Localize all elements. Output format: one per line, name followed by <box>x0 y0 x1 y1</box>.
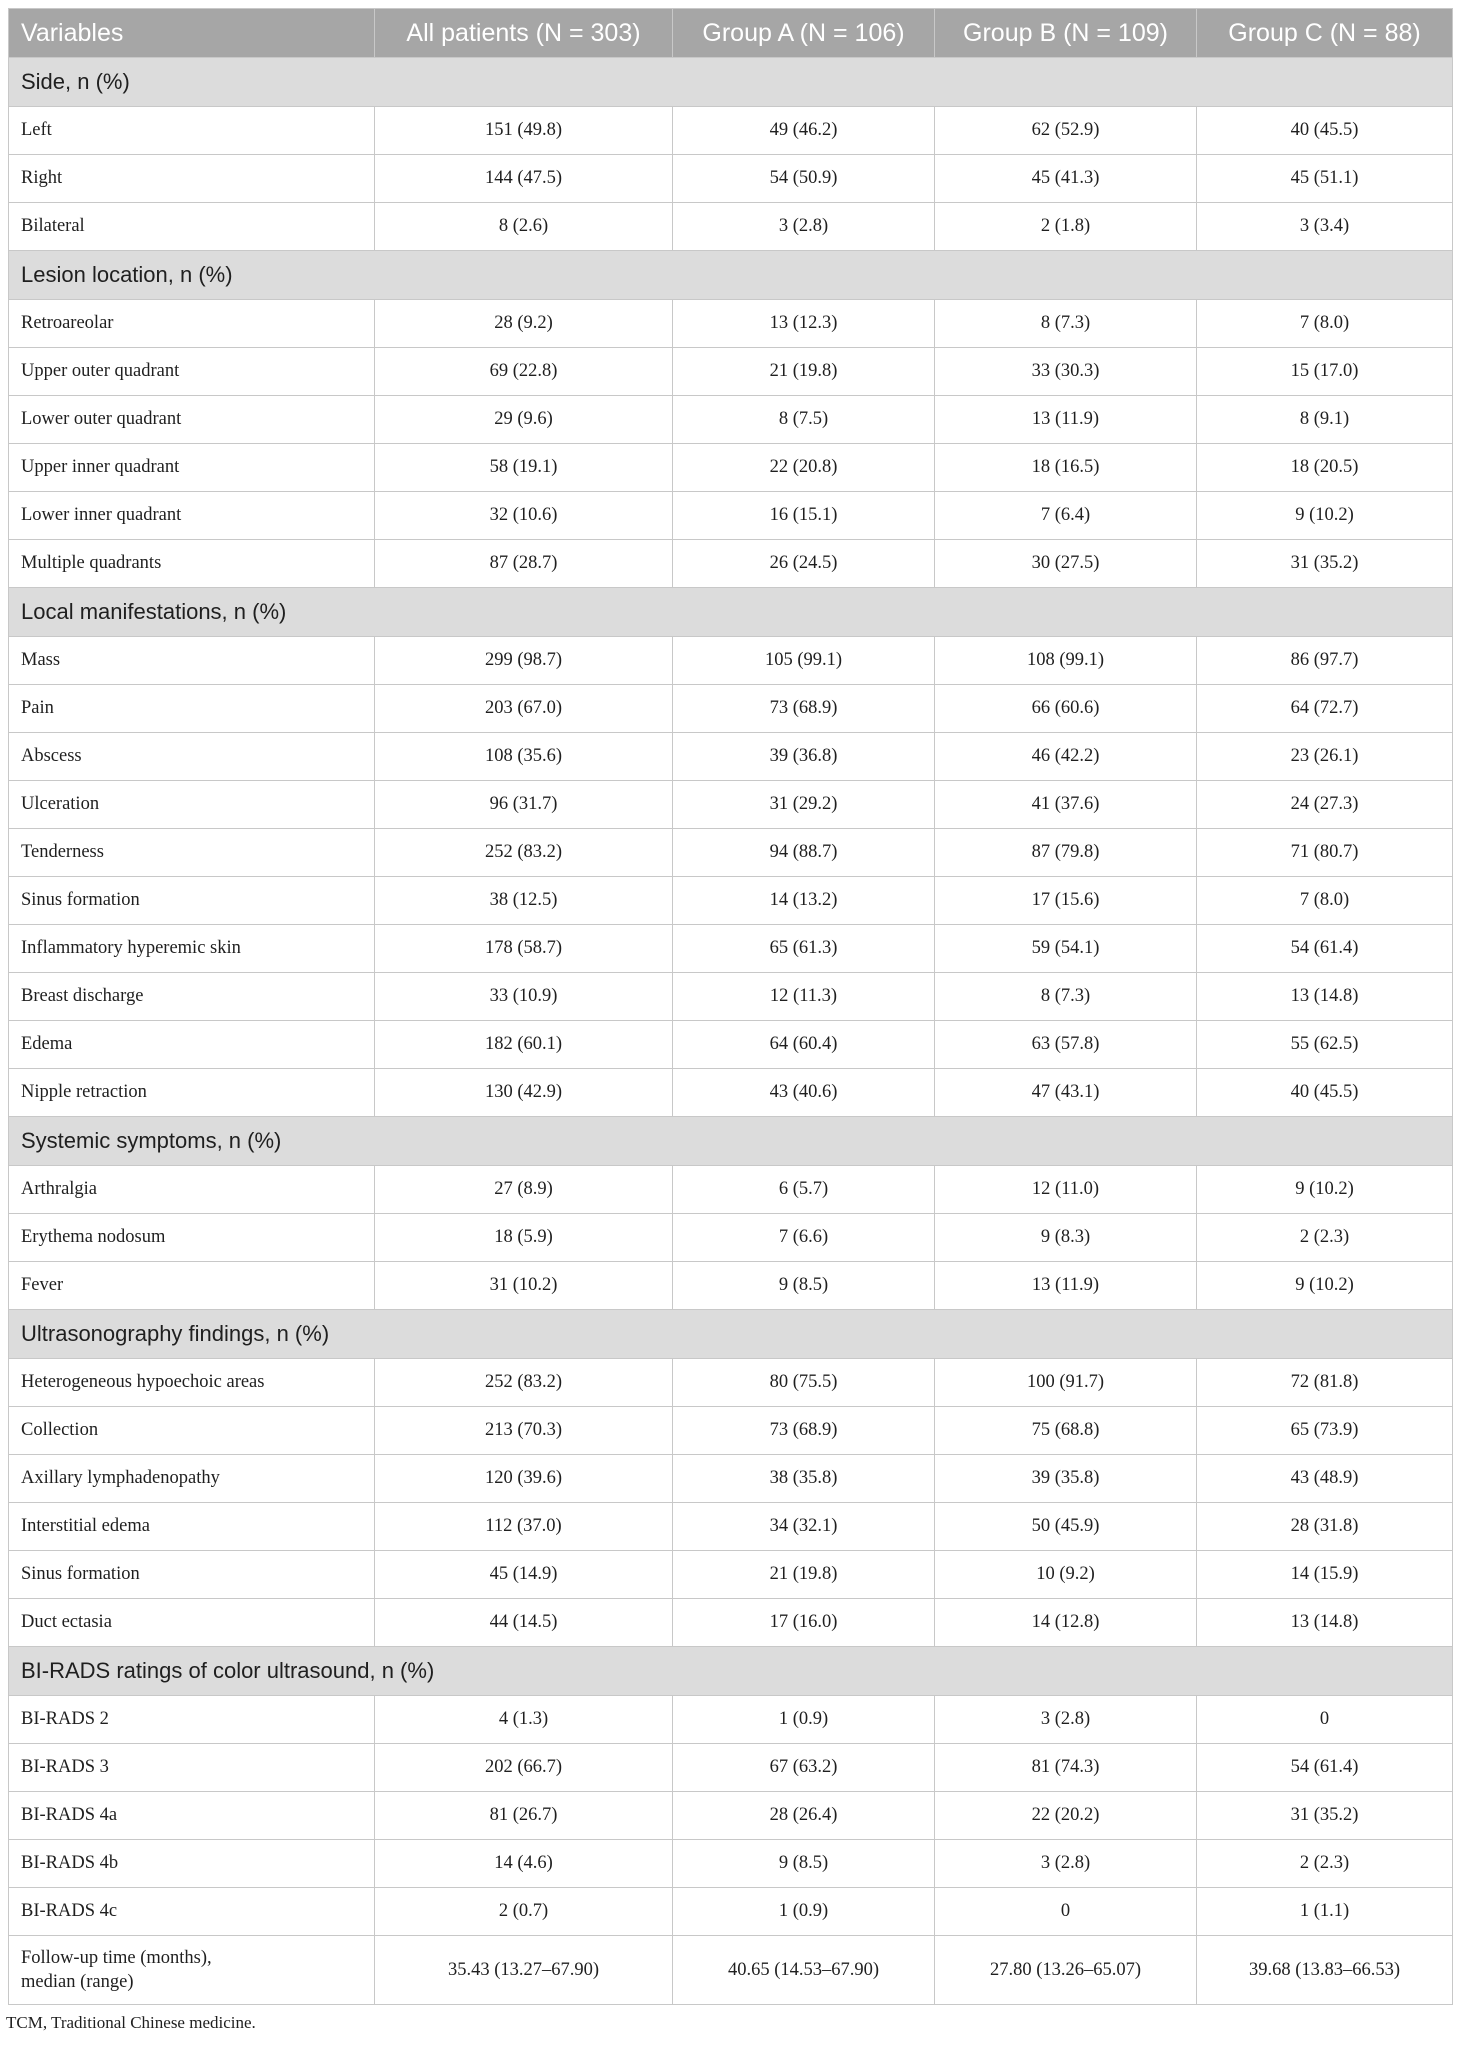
value-cell: 9 (10.2) <box>1197 492 1453 540</box>
value-cell: 43 (40.6) <box>673 1069 935 1117</box>
table-row <box>9 637 1453 685</box>
value-cell: 87 (79.8) <box>935 829 1197 877</box>
value-cell: 39 (36.8) <box>673 733 935 781</box>
value-cell: 203 (67.0) <box>375 685 673 733</box>
row-label: Duct ectasia <box>9 1599 375 1647</box>
value-cell: 7 (8.0) <box>1197 300 1453 348</box>
row-label: Upper inner quadrant <box>9 444 375 492</box>
value-cell: 71 (80.7) <box>1197 829 1453 877</box>
value-cell: 9 (8.3) <box>935 1214 1197 1262</box>
value-cell: 0 <box>935 1888 1197 1936</box>
value-cell: 100 (91.7) <box>935 1359 1197 1407</box>
followup-label-line2: median (range) <box>21 1972 134 1992</box>
value-cell: 252 (83.2) <box>375 829 673 877</box>
value-cell: 178 (58.7) <box>375 925 673 973</box>
table-row <box>9 1840 1453 1888</box>
value-cell: 14 (15.9) <box>1197 1551 1453 1599</box>
value-cell: 34 (32.1) <box>673 1503 935 1551</box>
row-label: BI-RADS 4b <box>9 1840 375 1888</box>
value-cell: 15 (17.0) <box>1197 348 1453 396</box>
followup-row <box>9 1936 1453 2005</box>
value-cell: 9 (10.2) <box>1197 1262 1453 1310</box>
table-row <box>9 1792 1453 1840</box>
value-cell: 69 (22.8) <box>375 348 673 396</box>
value-cell: 54 (61.4) <box>1197 1744 1453 1792</box>
section-title: Systemic symptoms, n (%) <box>9 1117 1453 1166</box>
table-row <box>9 925 1453 973</box>
table-row <box>9 1888 1453 1936</box>
value-cell: 66 (60.6) <box>935 685 1197 733</box>
value-cell: 63 (57.8) <box>935 1021 1197 1069</box>
value-cell: 40 (45.5) <box>1197 1069 1453 1117</box>
value-cell: 12 (11.3) <box>673 973 935 1021</box>
section-title: Local manifestations, n (%) <box>9 588 1453 637</box>
row-label: BI-RADS 2 <box>9 1696 375 1744</box>
value-cell: 64 (60.4) <box>673 1021 935 1069</box>
value-cell: 54 (50.9) <box>673 155 935 203</box>
value-cell: 31 (35.2) <box>1197 1792 1453 1840</box>
table-row <box>9 1359 1453 1407</box>
value-cell: 31 (35.2) <box>1197 540 1453 588</box>
row-label: Interstitial edema <box>9 1503 375 1551</box>
row-label: Right <box>9 155 375 203</box>
value-cell: 31 (29.2) <box>673 781 935 829</box>
table-row <box>9 1021 1453 1069</box>
value-cell: 27.80 (13.26–65.07) <box>935 1936 1197 2005</box>
value-cell: 33 (30.3) <box>935 348 1197 396</box>
row-label: Lower outer quadrant <box>9 396 375 444</box>
section-header-row <box>9 251 1453 300</box>
value-cell: 3 (2.8) <box>935 1696 1197 1744</box>
value-cell: 55 (62.5) <box>1197 1021 1453 1069</box>
footnote: TCM, Traditional Chinese medicine. <box>6 2013 256 2032</box>
value-cell: 33 (10.9) <box>375 973 673 1021</box>
value-cell: 252 (83.2) <box>375 1359 673 1407</box>
value-cell: 151 (49.8) <box>375 107 673 155</box>
value-cell: 108 (99.1) <box>935 637 1197 685</box>
value-cell: 2 (2.3) <box>1197 1840 1453 1888</box>
value-cell: 49 (46.2) <box>673 107 935 155</box>
value-cell: 7 (8.0) <box>1197 877 1453 925</box>
value-cell: 41 (37.6) <box>935 781 1197 829</box>
section-header-row <box>9 1310 1453 1359</box>
row-label: Breast discharge <box>9 973 375 1021</box>
value-cell: 13 (11.9) <box>935 396 1197 444</box>
section-title: Ultrasonography findings, n (%) <box>9 1310 1453 1359</box>
value-cell: 22 (20.8) <box>673 444 935 492</box>
value-cell: 24 (27.3) <box>1197 781 1453 829</box>
value-cell: 59 (54.1) <box>935 925 1197 973</box>
row-label: BI-RADS 3 <box>9 1744 375 1792</box>
value-cell: 18 (20.5) <box>1197 444 1453 492</box>
row-label: Inflammatory hyperemic skin <box>9 925 375 973</box>
table-row <box>9 973 1453 1021</box>
followup-label-line1: Follow-up time (months), <box>21 1947 212 1968</box>
table-row <box>9 203 1453 251</box>
value-cell: 80 (75.5) <box>673 1359 935 1407</box>
value-cell: 47 (43.1) <box>935 1069 1197 1117</box>
value-cell: 29 (9.6) <box>375 396 673 444</box>
table-row <box>9 1214 1453 1262</box>
row-label: Arthralgia <box>9 1166 375 1214</box>
row-label <box>9 1936 375 2005</box>
value-cell: 21 (19.8) <box>673 348 935 396</box>
value-cell: 46 (42.2) <box>935 733 1197 781</box>
header-cell: Group A (N = 106) <box>673 9 935 58</box>
value-cell: 14 (4.6) <box>375 1840 673 1888</box>
row-label: Ulceration <box>9 781 375 829</box>
table-row <box>9 107 1453 155</box>
value-cell: 22 (20.2) <box>935 1792 1197 1840</box>
value-cell: 39 (35.8) <box>935 1455 1197 1503</box>
value-cell: 64 (72.7) <box>1197 685 1453 733</box>
value-cell: 65 (73.9) <box>1197 1407 1453 1455</box>
row-label: Upper outer quadrant <box>9 348 375 396</box>
section-header-row <box>9 1117 1453 1166</box>
table-row <box>9 1551 1453 1599</box>
value-cell: 4 (1.3) <box>375 1696 673 1744</box>
value-cell: 35.43 (13.27–67.90) <box>375 1936 673 2005</box>
row-label: Pain <box>9 685 375 733</box>
value-cell: 94 (88.7) <box>673 829 935 877</box>
table-row <box>9 829 1453 877</box>
table-row <box>9 1503 1453 1551</box>
row-label: Left <box>9 107 375 155</box>
row-label: Collection <box>9 1407 375 1455</box>
value-cell: 50 (45.9) <box>935 1503 1197 1551</box>
value-cell: 8 (7.3) <box>935 973 1197 1021</box>
value-cell: 7 (6.4) <box>935 492 1197 540</box>
value-cell: 87 (28.7) <box>375 540 673 588</box>
value-cell: 105 (99.1) <box>673 637 935 685</box>
row-label: BI-RADS 4a <box>9 1792 375 1840</box>
value-cell: 14 (12.8) <box>935 1599 1197 1647</box>
value-cell: 67 (63.2) <box>673 1744 935 1792</box>
value-cell: 9 (8.5) <box>673 1840 935 1888</box>
value-cell: 120 (39.6) <box>375 1455 673 1503</box>
value-cell: 144 (47.5) <box>375 155 673 203</box>
value-cell: 21 (19.8) <box>673 1551 935 1599</box>
value-cell: 13 (11.9) <box>935 1262 1197 1310</box>
row-label: Sinus formation <box>9 877 375 925</box>
header-cell: All patients (N = 303) <box>375 9 673 58</box>
table-row <box>9 1407 1453 1455</box>
row-label: Fever <box>9 1262 375 1310</box>
header-cell: Group C (N = 88) <box>1197 9 1453 58</box>
table-container <box>8 8 1452 2033</box>
value-cell: 8 (7.5) <box>673 396 935 444</box>
value-cell: 213 (70.3) <box>375 1407 673 1455</box>
table-row <box>9 492 1453 540</box>
row-label: Axillary lymphadenopathy <box>9 1455 375 1503</box>
table-row <box>9 781 1453 829</box>
row-label: Nipple retraction <box>9 1069 375 1117</box>
table-row <box>9 348 1453 396</box>
value-cell: 1 (0.9) <box>673 1888 935 1936</box>
value-cell: 18 (16.5) <box>935 444 1197 492</box>
table-row <box>9 300 1453 348</box>
row-label: Erythema nodosum <box>9 1214 375 1262</box>
data-table <box>8 8 1453 2005</box>
value-cell: 16 (15.1) <box>673 492 935 540</box>
value-cell: 2 (2.3) <box>1197 1214 1453 1262</box>
header-cell: Variables <box>9 9 375 58</box>
row-label: Multiple quadrants <box>9 540 375 588</box>
value-cell: 9 (10.2) <box>1197 1166 1453 1214</box>
table-row <box>9 877 1453 925</box>
value-cell: 65 (61.3) <box>673 925 935 973</box>
header-row <box>9 9 1453 58</box>
value-cell: 45 (51.1) <box>1197 155 1453 203</box>
value-cell: 112 (37.0) <box>375 1503 673 1551</box>
value-cell: 14 (13.2) <box>673 877 935 925</box>
row-label: Retroareolar <box>9 300 375 348</box>
value-cell: 28 (26.4) <box>673 1792 935 1840</box>
value-cell: 2 (0.7) <box>375 1888 673 1936</box>
section-title: Side, n (%) <box>9 58 1453 107</box>
row-label: Abscess <box>9 733 375 781</box>
value-cell: 45 (14.9) <box>375 1551 673 1599</box>
value-cell: 31 (10.2) <box>375 1262 673 1310</box>
section-title: Lesion location, n (%) <box>9 251 1453 300</box>
row-label: Edema <box>9 1021 375 1069</box>
value-cell: 0 <box>1197 1696 1453 1744</box>
value-cell: 38 (12.5) <box>375 877 673 925</box>
row-label: Heterogeneous hypoechoic areas <box>9 1359 375 1407</box>
table-row <box>9 1599 1453 1647</box>
value-cell: 13 (12.3) <box>673 300 935 348</box>
value-cell: 86 (97.7) <box>1197 637 1453 685</box>
value-cell: 8 (9.1) <box>1197 396 1453 444</box>
value-cell: 28 (31.8) <box>1197 1503 1453 1551</box>
value-cell: 182 (60.1) <box>375 1021 673 1069</box>
value-cell: 26 (24.5) <box>673 540 935 588</box>
value-cell: 81 (26.7) <box>375 1792 673 1840</box>
value-cell: 32 (10.6) <box>375 492 673 540</box>
row-label: Sinus formation <box>9 1551 375 1599</box>
value-cell: 23 (26.1) <box>1197 733 1453 781</box>
value-cell: 8 (7.3) <box>935 300 1197 348</box>
table-row <box>9 155 1453 203</box>
value-cell: 43 (48.9) <box>1197 1455 1453 1503</box>
section-header-row <box>9 58 1453 107</box>
table-row <box>9 1744 1453 1792</box>
value-cell: 39.68 (13.83–66.53) <box>1197 1936 1453 2005</box>
value-cell: 30 (27.5) <box>935 540 1197 588</box>
value-cell: 2 (1.8) <box>935 203 1197 251</box>
value-cell: 6 (5.7) <box>673 1166 935 1214</box>
value-cell: 202 (66.7) <box>375 1744 673 1792</box>
value-cell: 73 (68.9) <box>673 685 935 733</box>
row-label: Tenderness <box>9 829 375 877</box>
table-row <box>9 444 1453 492</box>
table-row <box>9 1696 1453 1744</box>
value-cell: 17 (15.6) <box>935 877 1197 925</box>
value-cell: 28 (9.2) <box>375 300 673 348</box>
table-body <box>9 58 1453 2005</box>
value-cell: 58 (19.1) <box>375 444 673 492</box>
value-cell: 108 (35.6) <box>375 733 673 781</box>
table-row <box>9 733 1453 781</box>
value-cell: 45 (41.3) <box>935 155 1197 203</box>
value-cell: 10 (9.2) <box>935 1551 1197 1599</box>
value-cell: 96 (31.7) <box>375 781 673 829</box>
value-cell: 75 (68.8) <box>935 1407 1197 1455</box>
table-row <box>9 1455 1453 1503</box>
value-cell: 38 (35.8) <box>673 1455 935 1503</box>
row-label: BI-RADS 4c <box>9 1888 375 1936</box>
value-cell: 62 (52.9) <box>935 107 1197 155</box>
section-header-row <box>9 1647 1453 1696</box>
value-cell: 9 (8.5) <box>673 1262 935 1310</box>
value-cell: 27 (8.9) <box>375 1166 673 1214</box>
table-row <box>9 396 1453 444</box>
value-cell: 18 (5.9) <box>375 1214 673 1262</box>
value-cell: 13 (14.8) <box>1197 973 1453 1021</box>
value-cell: 130 (42.9) <box>375 1069 673 1117</box>
value-cell: 1 (1.1) <box>1197 1888 1453 1936</box>
value-cell: 12 (11.0) <box>935 1166 1197 1214</box>
value-cell: 299 (98.7) <box>375 637 673 685</box>
value-cell: 72 (81.8) <box>1197 1359 1453 1407</box>
section-header-row <box>9 588 1453 637</box>
value-cell: 1 (0.9) <box>673 1696 935 1744</box>
value-cell: 8 (2.6) <box>375 203 673 251</box>
value-cell: 17 (16.0) <box>673 1599 935 1647</box>
row-label: Bilateral <box>9 203 375 251</box>
value-cell: 73 (68.9) <box>673 1407 935 1455</box>
value-cell: 54 (61.4) <box>1197 925 1453 973</box>
header-cell: Group B (N = 109) <box>935 9 1197 58</box>
value-cell: 3 (2.8) <box>673 203 935 251</box>
value-cell: 3 (3.4) <box>1197 203 1453 251</box>
table-row <box>9 685 1453 733</box>
value-cell: 7 (6.6) <box>673 1214 935 1262</box>
table-row <box>9 1262 1453 1310</box>
value-cell: 44 (14.5) <box>375 1599 673 1647</box>
value-cell: 13 (14.8) <box>1197 1599 1453 1647</box>
value-cell: 81 (74.3) <box>935 1744 1197 1792</box>
table-row <box>9 540 1453 588</box>
row-label: Mass <box>9 637 375 685</box>
table-row <box>9 1166 1453 1214</box>
value-cell: 40.65 (14.53–67.90) <box>673 1936 935 2005</box>
row-label: Lower inner quadrant <box>9 492 375 540</box>
value-cell: 40 (45.5) <box>1197 107 1453 155</box>
table-row <box>9 1069 1453 1117</box>
value-cell: 3 (2.8) <box>935 1840 1197 1888</box>
section-title: BI-RADS ratings of color ultrasound, n (%) <box>9 1647 1453 1696</box>
